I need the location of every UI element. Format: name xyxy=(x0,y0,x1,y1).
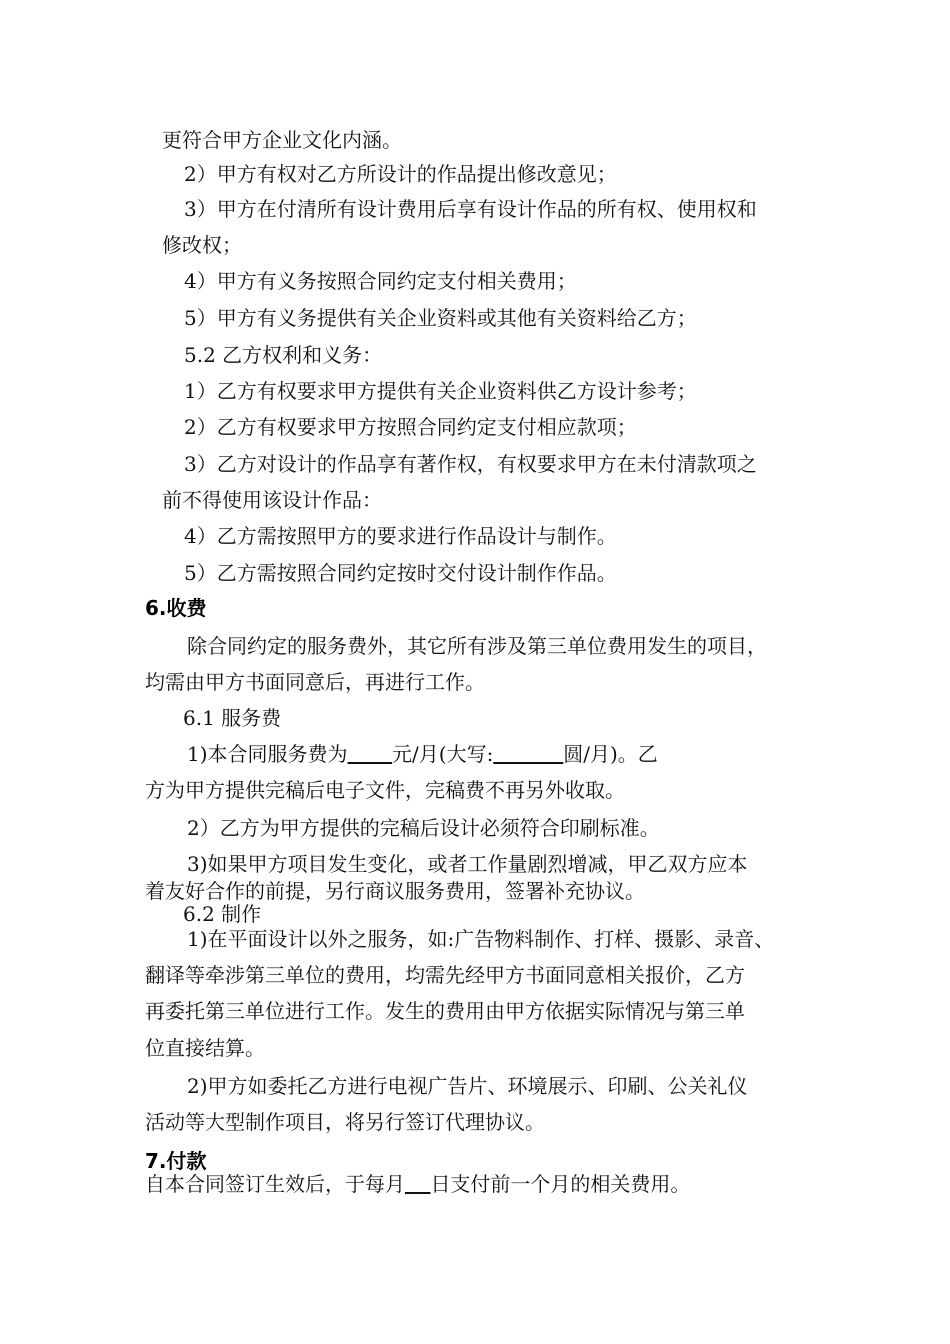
clause-a4: 4）甲方有义务按照合同约定支付相关费用； xyxy=(184,269,577,293)
subsection-6-1-title: 6.1 服务费 xyxy=(183,706,282,730)
clause-b3-line2: 前不得使用该设计作品： xyxy=(162,488,382,512)
clause-b4: 4）乙方需按照甲方的要求进行作品设计与制作。 xyxy=(184,524,617,548)
clause-b1: 1）乙方有权要求甲方提供有关企业资料供乙方设计参考； xyxy=(184,379,697,403)
production-clause-line3: 再委托第三单位进行工作。发生的费用由甲方依据实际情况与第三单 xyxy=(145,999,745,1023)
subsection-6-2-title: 6.2 制作 xyxy=(183,902,262,926)
change-clause-line1: 3)如果甲方项目发生变化，或者工作量剧烈增减，甲乙双方应本 xyxy=(187,852,748,876)
clause-b5: 5）乙方需按照合同约定按时交付设计制作作品。 xyxy=(184,561,617,585)
clause-text: 更符合甲方企业文化内涵。 xyxy=(162,128,402,152)
section-7-heading: 7.付款 xyxy=(145,1149,207,1173)
fees-intro-line1: 除合同约定的服务费外，其它所有涉及第三单位费用发生的项目， xyxy=(187,634,767,658)
payment-day-blank xyxy=(405,1172,430,1196)
service-fee-prefix: 1)本合同服务费为 xyxy=(187,742,348,766)
clause-b2: 2）乙方有权要求甲方按照合同约定支付相应款项； xyxy=(184,415,637,439)
fee-amount-words-blank xyxy=(493,742,563,766)
clause-a3-line1: 3）甲方在付清所有设计费用后享有设计作品的所有权、使用权和 xyxy=(184,197,757,221)
production-clause-line1: 1)在平面设计以外之服务，如:广告物料制作、打样、摄影、录音、 xyxy=(187,927,775,951)
fees-intro-line2: 均需由甲方书面同意后，再进行工作。 xyxy=(145,670,485,694)
large-project-clause-line2: 活动等大型制作项目，将另行签订代理协议。 xyxy=(145,1110,545,1134)
subsection-5-2-title: 5.2 乙方权利和义务： xyxy=(184,343,383,367)
section-6-heading: 6.收费 xyxy=(145,596,207,620)
clause-b3-line1: 3）乙方对设计的作品享有著作权，有权要求甲方在未付清款项之 xyxy=(184,452,757,476)
payment-suffix: 日支付前一个月的相关费用。 xyxy=(430,1172,691,1196)
clause-a3-line2: 修改权； xyxy=(162,233,242,257)
production-clause-line2: 翻译等牵涉第三单位的费用，均需先经甲方书面同意相关报价，乙方 xyxy=(145,963,745,987)
clause-a2: 2）甲方有权对乙方所设计的作品提出修改意见； xyxy=(184,162,617,186)
print-standard-clause: 2）乙方为甲方提供的完稿后设计必须符合印刷标准。 xyxy=(187,816,660,840)
service-fee-clause xyxy=(187,742,658,766)
clause-a5: 5）甲方有义务提供有关企业资料或其他有关资料给乙方； xyxy=(184,306,697,330)
fee-amount-blank xyxy=(348,742,393,766)
service-fee-suffix: 圆/月)。乙 xyxy=(563,742,658,766)
large-project-clause-line1: 2)甲方如委托乙方进行电视广告片、环境展示、印刷、公关礼仪 xyxy=(187,1074,748,1098)
service-fee-clause-line2: 方为甲方提供完稿后电子文件，完稿费不再另外收取。 xyxy=(145,778,625,802)
service-fee-middle: 元/月(大写: xyxy=(392,742,494,766)
production-clause-line4: 位直接结算。 xyxy=(145,1036,265,1060)
change-clause-line2: 着友好合作的前提，另行商议服务费用，签署补充协议。 xyxy=(145,879,645,903)
payment-clause xyxy=(145,1172,690,1196)
payment-prefix: 自本合同签订生效后，于每月 xyxy=(145,1172,405,1196)
